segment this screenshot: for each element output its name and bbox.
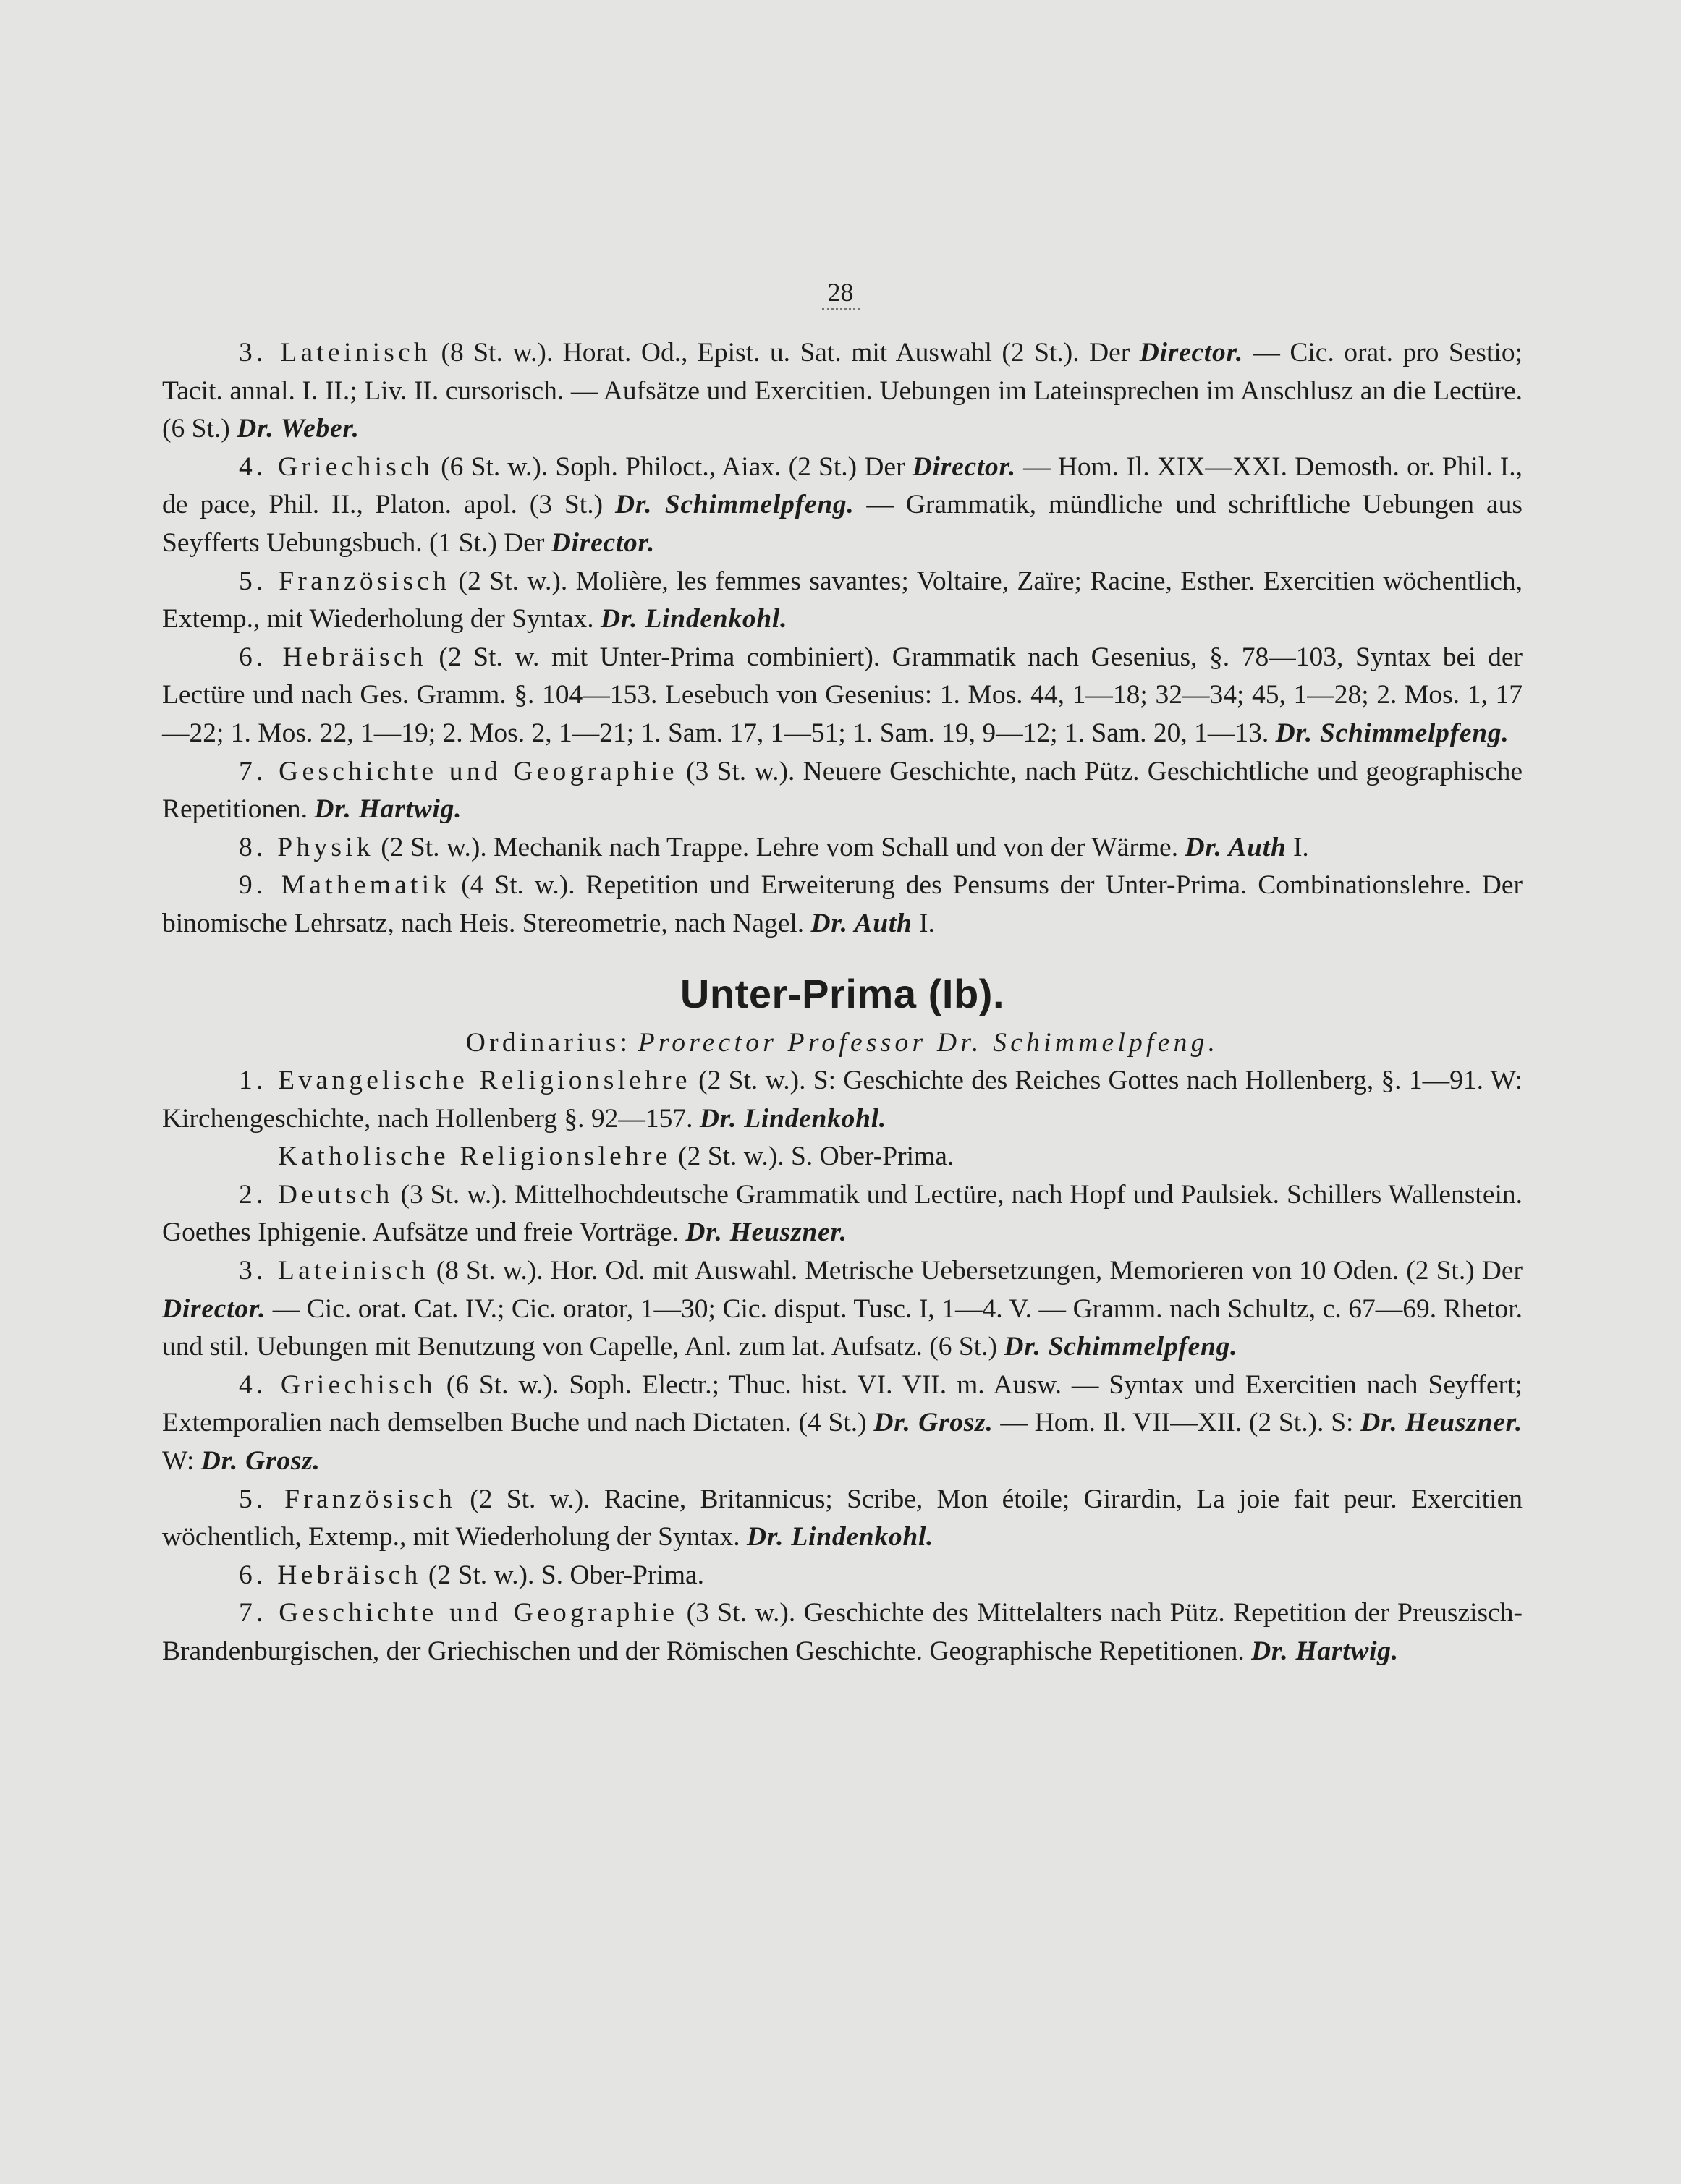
entry-greek-lower: 4. Griechisch (6 St. w.). Soph. Electr.; Thuc. hist. VI. VII. m. Ausw. — Syntax und Exercitien nach Seyffert; Extemporalien nach demselben Buche und nach Dictaten. (4 St.) Dr. Grosz. — Hom. Il. VII—XII. (2 St.). S: Dr. Heuszner. W: Dr. Grosz. [162,1369,1523,1476]
subject: Katholische Religionslehre [278,1142,672,1172]
subject: 5. Französisch [239,1484,457,1514]
entry-physics-upper: 8. Physik (2 St. w.). Mechanik nach Trappe. Lehre vom Schall und von der Wärme. Dr. Auth I. [239,832,1309,862]
subject: 7. Geschichte und Geographie [239,1598,679,1628]
teacher-name: Dr. Lindenkohl. [699,1103,887,1134]
entry-french-lower: 5. Französisch (2 St. w.). Racine, Britannicus; Scribe, Mon étoile; Girardin, La joie fait peur. Exercitien wöchentlich, Extemp., mit Wiederholung der Syntax. Dr. Lindenkohl. [162,1484,1523,1552]
ordinarius-label: Ordinarius: [465,1027,632,1058]
subject: 2. Deutsch [239,1179,394,1210]
page-number: 28 [0,276,1681,308]
teacher-name: Dr. Auth [810,908,913,938]
teacher-name: Dr. Grosz. [873,1408,994,1438]
subject: 6. Hebräisch [239,642,427,672]
entry-history-lower: 7. Geschichte und Geographie (3 St. w.). Geschichte des Mittelalters nach Pütz. Repetition der Preuszisch-Brandenburgischen, der Griechischen und der Römischen Geschichte. Geographische Repetitionen. Dr. Hartwig. [162,1598,1523,1666]
ordinarius-line [162,1024,1523,1063]
teacher-name: Director. [912,451,1016,482]
entry-german: 2. Deutsch (3 St. w.). Mittelhochdeutsche Grammatik und Lectüre, nach Hopf und Paulsiek. Schillers Wallenstein. Goethes Iphigenie. Aufsätze und freie Vorträge. Dr. Heuszner. [162,1179,1523,1248]
teacher-name: Director. [162,1293,266,1324]
teacher-name: Dr. Heuszner. [685,1218,847,1248]
teacher-name: Dr. Schimmelpfeng. [1004,1332,1238,1362]
subject: 5. Französisch [239,566,451,596]
teacher-name: Director. [1139,338,1243,367]
teacher-name: Dr. Hartwig. [1251,1636,1399,1666]
subject: 7. Geschichte und Geographie [239,756,678,786]
teacher-name: Dr. Grosz. [200,1446,321,1476]
subject: 3. Lateinisch [239,338,432,367]
teacher-name: Dr. Lindenkohl. [747,1522,934,1552]
teacher-name: Dr. Schimmelpfeng. [615,490,855,520]
entry-french-upper: 5. Französisch (2 St. w.). Molière, les femmes savantes; Voltaire, Zaïre; Racine, Esther. Exercitien wöchentlich, Extemp., mit Wiederholung der Syntax. Dr. Lindenkohl. [162,566,1523,634]
teacher-name: Dr. Lindenkohl. [601,604,788,634]
teacher-name: Dr. Weber. [237,414,360,444]
subject: 4. Griechisch [239,451,433,482]
subject: 1. Evangelische Religionslehre [239,1066,691,1096]
subject: 6. Hebräisch [239,1560,422,1590]
teacher-name: Dr. Auth [1185,832,1287,862]
subject: 3. Lateinisch [239,1256,429,1286]
subject: 9. Mathematik [239,870,451,901]
entry-latin-upper: 3. Lateinisch (8 St. w.). Horat. Od., Epist. u. Sat. mit Auswahl (2 St.). Der Director. — Cic. orat. pro Sestio; Tacit. annal. I. II.; Liv. II. cursorisch. — Aufsätze und Exercitien. Uebungen im Lateinsprechen im Anschlusz an die Lectüre. (6 St.) Dr. Weber. [162,338,1523,444]
entry-hebrew-upper: 6. Hebräisch (2 St. w. mit Unter-Prima combiniert). Grammatik nach Gesenius, §. 78—103, Syntax bei der Lectüre und nach Ges. Gramm. §. 104—153. Lesebuch von Gesenius: 1. Mos. 44, 1—18; 32—34; 45, 1—28; 2. Mos. 1, 17—22; 1. Mos. 22, 1—19; 2. Mos. 2, 1—21; 1. Sam. 17, 1—51; 1. Sam. 19, 9—12; 1. Sam. 20, 1—13. Dr. Schimmelpfeng. [162,642,1523,748]
teacher-name: Dr. Schimmelpfeng. [1275,718,1509,748]
teacher-name: Dr. Heuszner. [1360,1408,1523,1438]
entry-religion-kath: Katholische Religionslehre (2 St. w.). S. Ober-Prima. [278,1142,954,1172]
section-title: Unter-Prima (Ib). [679,970,1005,1016]
page-body [162,334,1523,1671]
entry-religion-ev: 1. Evangelische Religionslehre (2 St. w.). S: Geschichte des Reiches Gottes nach Hollenberg, §. 1—91. W: Kirchengeschichte, nach Hollenberg §. 92—157. Dr. Lindenkohl. [162,1066,1523,1134]
subject: 4. Griechisch [239,1369,436,1400]
teacher-name: Director. [551,527,655,558]
entry-latin-lower: 3. Lateinisch (8 St. w.). Hor. Od. mit Auswahl. Metrische Uebersetzungen, Memorieren von 10 Oden. (2 St.) Der Director. — Cic. orat. Cat. IV.; Cic. orator, 1—30; Cic. disput. Tusc. I, 1—4. V. — Gramm. nach Schultz, c. 67—69. Rhetor. und stil. Uebungen mit Benutzung von Capelle, Anl. zum lat. Aufsatz. (6 St.) Dr. Schimmelpfeng. [162,1256,1523,1362]
entry-greek-upper: 4. Griechisch (6 St. w.). Soph. Philoct., Aiax. (2 St.) Der Director. — Hom. Il. XIX—XXI. Demosth. or. Phil. I., de pace, Phil. II., Platon. apol. (3 St.) Dr. Schimmelpfeng. — Grammatik, mündliche und schriftliche Uebungen aus Seyfferts Uebungsbuch. (1 St.) Der Director. [162,451,1523,558]
entry-math-upper: 9. Mathematik (4 St. w.). Repetition und Erweiterung des Pensums der Unter-Prima. Combinationslehre. Der binomische Lehrsatz, nach Heis. Stereometrie, nach Nagel. Dr. Auth I. [162,870,1523,938]
subject: 8. Physik [239,832,374,862]
entry-history-upper: 7. Geschichte und Geographie (3 St. w.). Neuere Geschichte, nach Pütz. Geschichtliche und geographische Repetitionen. Dr. Hartwig. [162,756,1523,825]
ordinarius-name: Prorector Professor Dr. Schimmelpfeng. [638,1027,1219,1058]
entry-hebrew-lower: 6. Hebräisch (2 St. w.). S. Ober-Prima. [239,1560,705,1590]
teacher-name: Dr. Hartwig. [314,794,462,825]
